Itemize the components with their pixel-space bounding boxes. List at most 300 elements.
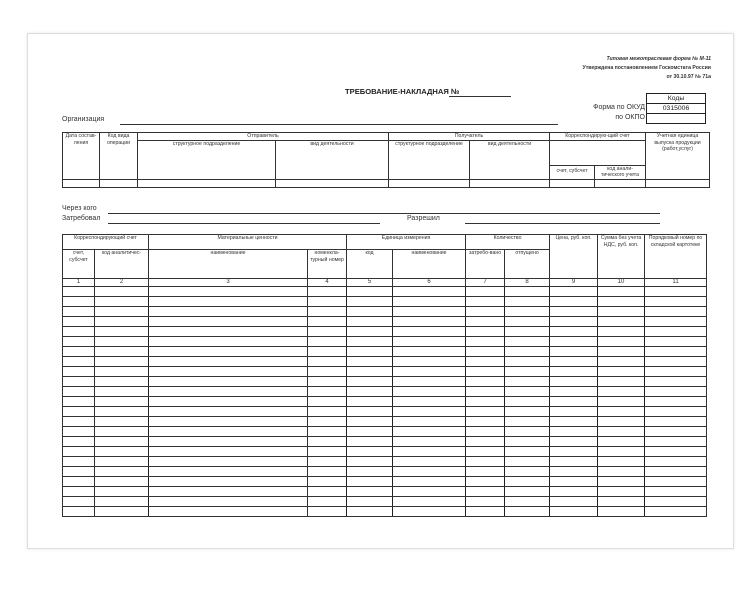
table-cell[interactable]: [308, 476, 347, 486]
table-cell[interactable]: [149, 466, 308, 476]
table-cell[interactable]: [347, 426, 393, 436]
table-cell[interactable]: [149, 386, 308, 396]
table-cell[interactable]: [505, 326, 550, 336]
col-number: 11: [645, 279, 707, 287]
table-cell[interactable]: [347, 316, 393, 326]
table-cell[interactable]: [63, 476, 95, 486]
table-cell[interactable]: [645, 396, 707, 406]
table-cell[interactable]: [347, 376, 393, 386]
table-cell[interactable]: [149, 406, 308, 416]
through-label: Через кого: [62, 205, 97, 212]
table-cell[interactable]: [347, 446, 393, 456]
table-cell[interactable]: [645, 506, 707, 516]
material-name-header: наименование: [149, 250, 308, 279]
table-cell[interactable]: [308, 466, 347, 476]
table-cell[interactable]: [505, 286, 550, 296]
table-cell[interactable]: [466, 486, 505, 496]
table-cell[interactable]: [95, 296, 149, 306]
table-cell[interactable]: [63, 296, 95, 306]
table-cell[interactable]: [393, 486, 466, 496]
table-cell[interactable]: [466, 436, 505, 446]
table-cell[interactable]: [63, 386, 95, 396]
table-cell[interactable]: [347, 286, 393, 296]
table-cell[interactable]: [308, 496, 347, 506]
table-cell[interactable]: [505, 366, 550, 376]
table-cell[interactable]: [308, 446, 347, 456]
table-cell[interactable]: [550, 446, 598, 456]
table-cell[interactable]: [308, 316, 347, 326]
table-cell[interactable]: [466, 456, 505, 466]
table-cell[interactable]: [598, 496, 645, 506]
table-cell[interactable]: [550, 386, 598, 396]
unit-group-header: Единица измерения: [347, 235, 466, 250]
table-cell[interactable]: [347, 356, 393, 366]
table-cell[interactable]: [393, 356, 466, 366]
table-cell[interactable]: [63, 456, 95, 466]
table-cell[interactable]: [393, 326, 466, 336]
table-cell[interactable]: [645, 436, 707, 446]
table-cell[interactable]: [308, 356, 347, 366]
table-cell[interactable]: [393, 366, 466, 376]
table-cell[interactable]: [505, 296, 550, 306]
table-cell[interactable]: [550, 336, 598, 346]
materials-table: [62, 234, 707, 517]
table-cell[interactable]: [393, 466, 466, 476]
table-cell[interactable]: [645, 406, 707, 416]
table-row: [63, 406, 707, 416]
table-cell[interactable]: [347, 506, 393, 516]
corr-account-header: счет, субсчет: [550, 165, 595, 179]
table-cell[interactable]: [645, 476, 707, 486]
table-cell[interactable]: [63, 406, 95, 416]
table-cell[interactable]: [393, 286, 466, 296]
table-cell[interactable]: [63, 376, 95, 386]
table-row: [63, 326, 707, 336]
table-cell[interactable]: [505, 396, 550, 406]
table-cell[interactable]: [598, 306, 645, 316]
table-cell[interactable]: [63, 396, 95, 406]
table-cell[interactable]: [466, 366, 505, 376]
table-cell[interactable]: [149, 346, 308, 356]
table-cell[interactable]: [598, 386, 645, 396]
table-cell[interactable]: [95, 366, 149, 376]
table-cell[interactable]: [308, 436, 347, 446]
table-cell[interactable]: [347, 496, 393, 506]
through-field[interactable]: [108, 213, 660, 214]
table-cell[interactable]: [95, 496, 149, 506]
table-cell[interactable]: [393, 496, 466, 506]
table-cell[interactable]: [550, 496, 598, 506]
table-cell[interactable]: [505, 376, 550, 386]
table-cell[interactable]: [95, 486, 149, 496]
table-cell[interactable]: [149, 456, 308, 466]
table-cell[interactable]: [95, 286, 149, 296]
table-cell[interactable]: [598, 416, 645, 426]
table-cell[interactable]: [149, 366, 308, 376]
table-cell[interactable]: [347, 486, 393, 496]
table-cell[interactable]: [550, 426, 598, 436]
table-cell[interactable]: [308, 486, 347, 496]
table-cell[interactable]: [63, 366, 95, 376]
table-cell[interactable]: [505, 416, 550, 426]
column-number-row: [63, 279, 707, 287]
table-cell[interactable]: [466, 446, 505, 456]
table-cell[interactable]: [466, 346, 505, 356]
table-cell[interactable]: [598, 466, 645, 476]
okud-code: 0315006: [647, 104, 706, 114]
table-cell[interactable]: [550, 486, 598, 496]
table-cell[interactable]: [550, 416, 598, 426]
table-cell[interactable]: [550, 326, 598, 336]
table-cell[interactable]: [505, 476, 550, 486]
table-cell[interactable]: [347, 416, 393, 426]
table-cell[interactable]: [393, 396, 466, 406]
table-cell[interactable]: [95, 466, 149, 476]
table-cell[interactable]: [347, 406, 393, 416]
receiver-group-header: Получатель: [389, 133, 550, 141]
table-cell[interactable]: [598, 476, 645, 486]
table-cell[interactable]: [308, 406, 347, 416]
table-cell[interactable]: [550, 286, 598, 296]
table-row: [63, 286, 707, 296]
table-row: [63, 496, 707, 506]
table-cell[interactable]: [645, 426, 707, 436]
col-number: 2: [95, 279, 149, 287]
table-cell[interactable]: [598, 436, 645, 446]
table-cell[interactable]: [95, 456, 149, 466]
table-cell[interactable]: [505, 306, 550, 316]
table-cell[interactable]: [598, 506, 645, 516]
table-cell[interactable]: [149, 486, 308, 496]
table-cell[interactable]: [645, 346, 707, 356]
table-cell[interactable]: [63, 286, 95, 296]
table-cell[interactable]: [505, 406, 550, 416]
table-cell[interactable]: [393, 456, 466, 466]
table-cell[interactable]: [149, 376, 308, 386]
table-cell[interactable]: [393, 306, 466, 316]
cell-op-code[interactable]: [100, 180, 138, 188]
table-cell[interactable]: [63, 496, 95, 506]
table-cell[interactable]: [505, 466, 550, 476]
table-cell[interactable]: [393, 406, 466, 416]
cell-sender-unit[interactable]: [138, 180, 276, 188]
table-cell[interactable]: [149, 506, 308, 516]
table-cell[interactable]: [645, 416, 707, 426]
table-cell[interactable]: [393, 296, 466, 306]
table-cell[interactable]: [95, 386, 149, 396]
cell-corr-code[interactable]: [595, 180, 646, 188]
table-cell[interactable]: [308, 346, 347, 356]
table-row: [63, 336, 707, 346]
table-cell[interactable]: [505, 336, 550, 346]
table-cell[interactable]: [63, 446, 95, 456]
table-cell[interactable]: [149, 446, 308, 456]
table-cell[interactable]: [598, 286, 645, 296]
table-cell[interactable]: [645, 446, 707, 456]
table-cell[interactable]: [505, 346, 550, 356]
table-cell[interactable]: [466, 476, 505, 486]
table-cell[interactable]: [393, 476, 466, 486]
table-cell[interactable]: [466, 386, 505, 396]
table-cell[interactable]: [95, 346, 149, 356]
document-number-field[interactable]: [449, 96, 511, 97]
organization-label: Организация: [62, 116, 105, 123]
table-cell[interactable]: [466, 466, 505, 476]
table-cell[interactable]: [645, 496, 707, 506]
table-cell[interactable]: [308, 396, 347, 406]
table-row: [63, 456, 707, 466]
table-cell[interactable]: [95, 446, 149, 456]
document-title: ТРЕБОВАНИЕ-НАКЛАДНАЯ №: [345, 87, 460, 96]
table-cell[interactable]: [149, 306, 308, 316]
cell-sender-activity[interactable]: [276, 180, 389, 188]
table-cell[interactable]: [347, 396, 393, 406]
table-cell[interactable]: [63, 316, 95, 326]
corr-account-group-header: Корреспондирующий счет: [63, 235, 149, 250]
table-cell[interactable]: [63, 426, 95, 436]
table-cell[interactable]: [598, 426, 645, 436]
table-cell[interactable]: [149, 356, 308, 366]
allowed-field[interactable]: [465, 223, 660, 224]
table-cell[interactable]: [645, 356, 707, 366]
table-cell[interactable]: [63, 486, 95, 496]
table-cell[interactable]: [308, 426, 347, 436]
table-cell[interactable]: [95, 356, 149, 366]
table-cell[interactable]: [550, 406, 598, 416]
table-cell[interactable]: [149, 286, 308, 296]
table-cell[interactable]: [95, 306, 149, 316]
table-cell[interactable]: [505, 486, 550, 496]
table-row: [63, 386, 707, 396]
table-cell[interactable]: [550, 396, 598, 406]
codes-box: [646, 93, 706, 124]
table-cell[interactable]: [95, 506, 149, 516]
table-cell[interactable]: [347, 386, 393, 396]
table-cell[interactable]: [466, 316, 505, 326]
table-cell[interactable]: [505, 386, 550, 396]
table-cell[interactable]: [598, 356, 645, 366]
table-cell[interactable]: [550, 316, 598, 326]
col-number: 7: [466, 279, 505, 287]
table-cell[interactable]: [598, 346, 645, 356]
col-date-header: Дата состав-ления: [63, 133, 100, 180]
table-cell[interactable]: [393, 446, 466, 456]
table-cell[interactable]: [149, 436, 308, 446]
table-cell[interactable]: [63, 346, 95, 356]
table-cell[interactable]: [347, 296, 393, 306]
table-row: [63, 396, 707, 406]
table-cell[interactable]: [466, 326, 505, 336]
table-cell[interactable]: [95, 326, 149, 336]
table-cell[interactable]: [645, 486, 707, 496]
table-cell[interactable]: [149, 336, 308, 346]
table-cell[interactable]: [95, 336, 149, 346]
table-cell[interactable]: [645, 316, 707, 326]
table-cell[interactable]: [645, 386, 707, 396]
table-cell[interactable]: [308, 376, 347, 386]
table-cell[interactable]: [550, 356, 598, 366]
table-cell[interactable]: [466, 416, 505, 426]
table-cell[interactable]: [63, 436, 95, 446]
table-cell[interactable]: [149, 476, 308, 486]
table-cell[interactable]: [598, 456, 645, 466]
table-cell[interactable]: [550, 456, 598, 466]
table-cell[interactable]: [308, 456, 347, 466]
table-cell[interactable]: [308, 416, 347, 426]
table-cell[interactable]: [308, 296, 347, 306]
table-cell[interactable]: [550, 506, 598, 516]
table-cell[interactable]: [466, 336, 505, 346]
table-cell[interactable]: [95, 406, 149, 416]
table-cell[interactable]: [598, 396, 645, 406]
table-cell[interactable]: [149, 326, 308, 336]
table-cell[interactable]: [393, 386, 466, 396]
table-cell[interactable]: [149, 316, 308, 326]
table-cell[interactable]: [598, 486, 645, 496]
table-cell[interactable]: [598, 406, 645, 416]
table-cell[interactable]: [149, 496, 308, 506]
table-cell[interactable]: [466, 296, 505, 306]
table-cell[interactable]: [347, 306, 393, 316]
table-cell[interactable]: [645, 306, 707, 316]
table-cell[interactable]: [466, 426, 505, 436]
table-cell[interactable]: [505, 436, 550, 446]
table-cell[interactable]: [347, 456, 393, 466]
table-cell[interactable]: [645, 366, 707, 376]
table-cell[interactable]: [63, 336, 95, 346]
receiver-unit-header: структурное подразделение: [389, 140, 470, 179]
table-cell[interactable]: [645, 286, 707, 296]
table-cell[interactable]: [308, 366, 347, 376]
table-cell[interactable]: [466, 306, 505, 316]
sender-group-header: Отправитель: [138, 133, 389, 141]
requested-field[interactable]: [108, 223, 380, 224]
okpo-label: по ОКПО: [615, 114, 645, 121]
col-number: 1: [63, 279, 95, 287]
table-cell[interactable]: [95, 396, 149, 406]
table-cell[interactable]: [308, 386, 347, 396]
cell-corr-account[interactable]: [550, 180, 595, 188]
table-cell[interactable]: [95, 416, 149, 426]
table-cell[interactable]: [149, 396, 308, 406]
table-cell[interactable]: [308, 506, 347, 516]
table-cell[interactable]: [308, 286, 347, 296]
table-cell[interactable]: [347, 436, 393, 446]
table-cell[interactable]: [598, 316, 645, 326]
table-cell[interactable]: [149, 296, 308, 306]
table-cell[interactable]: [347, 326, 393, 336]
table-cell[interactable]: [505, 506, 550, 516]
table-cell[interactable]: [63, 506, 95, 516]
table-cell[interactable]: [505, 496, 550, 506]
table-row: [63, 366, 707, 376]
table-cell[interactable]: [466, 406, 505, 416]
table-cell[interactable]: [550, 366, 598, 376]
table-cell[interactable]: [308, 306, 347, 316]
table-cell[interactable]: [95, 436, 149, 446]
table-cell[interactable]: [645, 326, 707, 336]
table-cell[interactable]: [95, 316, 149, 326]
table-cell[interactable]: [393, 336, 466, 346]
cell-accounting-unit[interactable]: [646, 180, 710, 188]
header-table: [62, 132, 710, 188]
table-cell[interactable]: [598, 336, 645, 346]
table-cell[interactable]: [393, 346, 466, 356]
table-cell[interactable]: [505, 456, 550, 466]
table-cell[interactable]: [466, 506, 505, 516]
table-cell[interactable]: [466, 376, 505, 386]
table-cell[interactable]: [347, 366, 393, 376]
table-cell[interactable]: [63, 356, 95, 366]
table-cell[interactable]: [505, 356, 550, 366]
table-cell[interactable]: [550, 476, 598, 486]
okpo-code-field[interactable]: [647, 114, 706, 124]
table-cell[interactable]: [598, 446, 645, 456]
table-cell[interactable]: [645, 296, 707, 306]
table-cell[interactable]: [393, 426, 466, 436]
table-cell[interactable]: [550, 436, 598, 446]
table-cell[interactable]: [466, 396, 505, 406]
table-cell[interactable]: [393, 436, 466, 446]
table-cell[interactable]: [63, 306, 95, 316]
table-cell[interactable]: [95, 426, 149, 436]
table-cell[interactable]: [550, 296, 598, 306]
table-cell[interactable]: [505, 426, 550, 436]
table-cell[interactable]: [645, 456, 707, 466]
organization-field[interactable]: [120, 124, 558, 125]
table-cell[interactable]: [149, 426, 308, 436]
table-cell[interactable]: [466, 286, 505, 296]
table-cell[interactable]: [505, 446, 550, 456]
table-cell[interactable]: [550, 376, 598, 386]
cell-receiver-unit[interactable]: [389, 180, 470, 188]
table-cell[interactable]: [466, 356, 505, 366]
table-cell[interactable]: [347, 336, 393, 346]
table-row: [63, 436, 707, 446]
table-cell[interactable]: [308, 326, 347, 336]
table-cell[interactable]: [393, 506, 466, 516]
table-cell[interactable]: [550, 466, 598, 476]
table-cell[interactable]: [347, 346, 393, 356]
table-cell[interactable]: [550, 346, 598, 356]
table-cell[interactable]: [95, 376, 149, 386]
cell-receiver-activity[interactable]: [470, 180, 550, 188]
table-cell[interactable]: [63, 466, 95, 476]
table-cell[interactable]: [393, 316, 466, 326]
table-cell[interactable]: [393, 376, 466, 386]
table-cell[interactable]: [505, 316, 550, 326]
table-cell[interactable]: [598, 296, 645, 306]
table-cell[interactable]: [149, 416, 308, 426]
table-cell[interactable]: [347, 466, 393, 476]
table-cell[interactable]: [95, 476, 149, 486]
table-cell[interactable]: [63, 326, 95, 336]
table-cell[interactable]: [645, 466, 707, 476]
table-cell[interactable]: [645, 336, 707, 346]
table-cell[interactable]: [550, 306, 598, 316]
cell-date[interactable]: [63, 180, 100, 188]
table-cell[interactable]: [466, 496, 505, 506]
table-cell[interactable]: [598, 376, 645, 386]
table-cell[interactable]: [308, 336, 347, 346]
table-cell[interactable]: [393, 416, 466, 426]
table-cell[interactable]: [347, 476, 393, 486]
table-cell[interactable]: [645, 376, 707, 386]
table-row: [63, 506, 707, 516]
table-cell[interactable]: [63, 416, 95, 426]
table-cell[interactable]: [598, 366, 645, 376]
table-cell[interactable]: [598, 326, 645, 336]
